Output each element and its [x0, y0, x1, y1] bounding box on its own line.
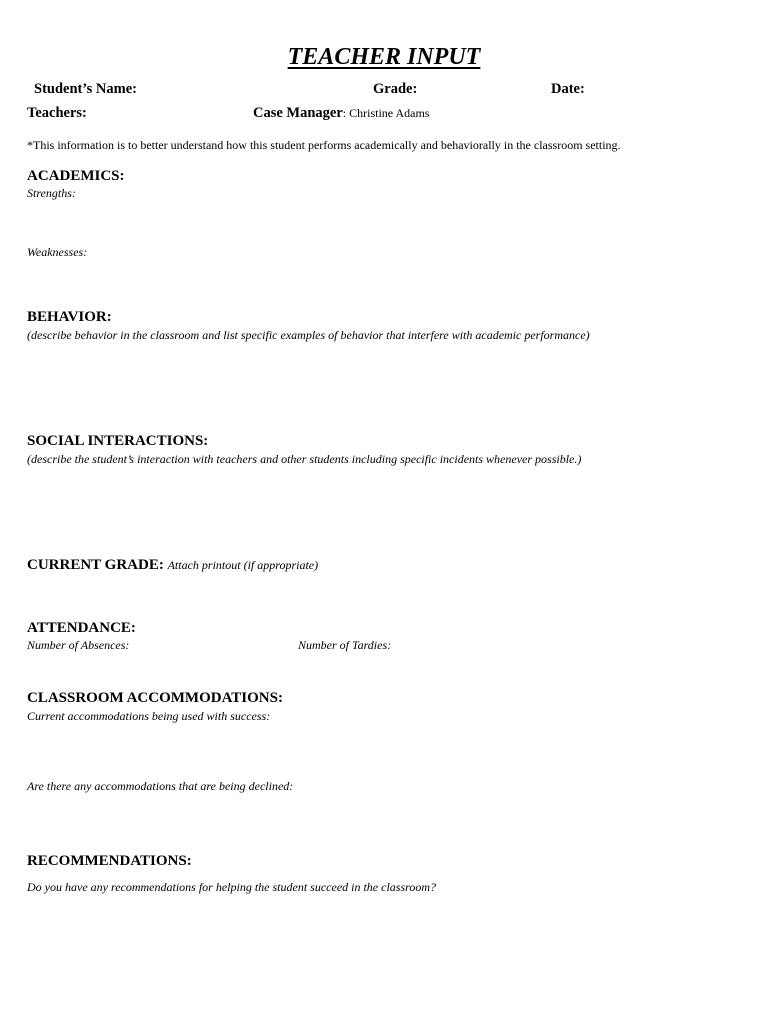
accommodations-declined-label: Are there any accommodations that are being declined: [27, 779, 294, 793]
case-manager [253, 105, 429, 122]
behavior-instruction: (describe behavior in the classroom and list specific examples of behavior that interfere with academic performance) [27, 328, 590, 342]
case-manager-label: Case Manager [253, 105, 343, 121]
case-manager-value: : Christine Adams [342, 106, 430, 120]
page-title: TEACHER INPUT [287, 44, 481, 70]
teachers-label: Teachers: [27, 105, 87, 121]
date-label: Date: [551, 81, 585, 97]
academics-heading: ACADEMICS: [27, 168, 125, 184]
current-grade-instruction: Attach printout (if appropriate) [167, 558, 319, 572]
weaknesses-label: Weaknesses: [27, 245, 88, 259]
student-name-label: Student’s Name: [34, 81, 137, 97]
current-grade-heading: CURRENT GRADE: [27, 557, 164, 573]
grade-label: Grade: [373, 81, 418, 97]
accommodations-heading: CLASSROOM ACCOMMODATIONS: [27, 690, 283, 706]
purpose-note: *This information is to better understand how this student performs academically and behaviorally in the classroom setting. [27, 138, 621, 152]
recommendations-question: Do you have any recommendations for helping the student succeed in the classroom? [27, 880, 437, 894]
social-interactions-heading: SOCIAL INTERACTIONS: [27, 433, 209, 449]
current-grade [27, 557, 318, 574]
strengths-label: Strengths: [27, 186, 76, 200]
accommodations-current-label: Current accommodations being used with success: [27, 709, 271, 723]
attendance-heading: ATTENDANCE: [27, 620, 136, 636]
absences-label: Number of Absences: [27, 638, 130, 652]
social-interactions-instruction: (describe the student’s interaction with teachers and other students including specific incidents whenever possible.) [27, 452, 582, 466]
recommendations-heading: RECOMMENDATIONS: [27, 853, 192, 869]
tardies-label: Number of Tardies: [298, 638, 392, 652]
behavior-heading: BEHAVIOR: [27, 309, 112, 325]
